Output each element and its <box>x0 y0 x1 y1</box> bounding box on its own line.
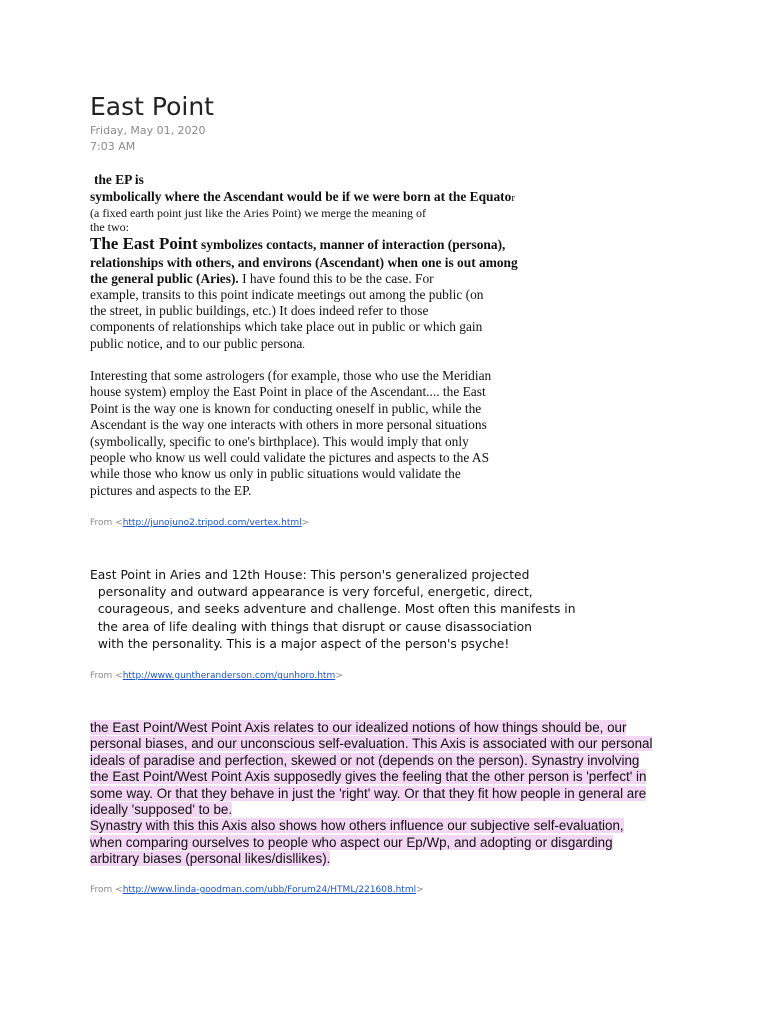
s4-line: ideals of paradise and perfection, skewed or not (depends on the person). Synastry involving <box>90 752 640 768</box>
source-3-link[interactable]: http://www.linda-goodman.com/ubb/Forum24/HTML/221608.html <box>122 885 417 895</box>
s1-line-2: symbolically where the Ascendant would be if we were born at the Equator <box>90 189 515 204</box>
s1-line-6: relationships with others, and environs (Ascendant) when one is out among <box>90 255 518 270</box>
s1-line-4: the two: <box>90 220 129 234</box>
source-1-link[interactable]: http://junojuno2.tripod.com/vertex.html <box>122 518 302 528</box>
s2-line: (symbolically, specific to one's birthplace). This would imply that only <box>90 433 469 449</box>
note-date: Friday, May 01, 2020 <box>90 124 206 137</box>
s1-line-8: example, transits to this point indicate meetings out among the public (on <box>90 287 484 302</box>
page-title: East Point <box>90 92 214 121</box>
s4-line: Synastry with this this Axis also shows how others influence our subjective self-evaluation, <box>90 818 624 834</box>
s3-line: personality and outward appearance is very forceful, energetic, direct, <box>90 585 533 600</box>
s2-paragraph <box>90 368 491 499</box>
s2-line: pictures and aspects to the EP. <box>90 482 252 498</box>
s2-line: Ascendant is the way one interacts with others in more personal situations <box>90 417 487 433</box>
s3-line: East Point in Aries and 12th House: This person's generalized projected <box>90 568 530 582</box>
s4-line: the East Point/West Point Axis supposedly gives the feeling that the other person is 'perfect' in <box>90 769 647 785</box>
s4-line: arbitrary biases (personal likes/disllikes). <box>90 851 331 867</box>
source-3: From <http://www.linda-goodman.com/ubb/Forum24/HTML/221608.html> <box>90 885 424 895</box>
s4-line: when comparing ourselves to people who aspect our Ep/Wp, and adopting or disgarding <box>90 834 613 850</box>
s1-line-9: the street, in public buildings, etc.) It does indeed refer to those <box>90 303 429 318</box>
s1-line-1: the EP is <box>94 172 144 187</box>
s4-paragraph <box>90 720 652 868</box>
s2-line: Interesting that some astrologers (for example, those who use the Meridian <box>90 368 492 383</box>
source-2: From <http://www.guntheranderson.com/gunhoro.htm> <box>90 671 343 681</box>
s1-line-10: components of relationships which take place out in public or which gain <box>90 319 483 334</box>
s2-line: Point is the way one is known for conducting oneself in public, while the <box>90 400 482 416</box>
s4-line: some way. Or that they behave in just the 'right' way. Or that they fit how people in general are <box>90 785 647 801</box>
s1-line-3: (a fixed earth point just like the Aries Point) we merge the meaning of <box>90 206 427 220</box>
source-2-link[interactable]: http://www.guntheranderson.com/gunhoro.htm <box>122 671 336 681</box>
s4-line: ideally 'supposed' to be. <box>90 802 233 818</box>
s4-line: the East Point/West Point Axis relates to our idealized notions of how things should be, our <box>90 720 627 735</box>
s1-line-5: The East Point symbolizes contacts, manner of interaction (persona), <box>90 234 506 253</box>
s3-line: courageous, and seeks adventure and challenge. Most often this manifests in <box>90 602 576 617</box>
s4-line: personal biases, and our unconscious self-evaluation. This Axis is associated with our personal <box>90 736 653 752</box>
s1-line-7: the general public (Aries). I have found this to be the case. For <box>90 271 434 286</box>
s3-line: the area of life dealing with things that disrupt or cause disassociation <box>90 619 532 634</box>
note-time: 7:03 AM <box>90 140 136 153</box>
s1-line-11: public notice, and to our public persona. <box>90 336 305 351</box>
s2-line: while those who know us only in public situations would validate the <box>90 466 461 482</box>
s2-line: people who know us well could validate the pictures and aspects to the AS <box>90 450 490 466</box>
s3-line: with the personality. This is a major aspect of the person's psyche! <box>90 636 510 651</box>
source-1: From <http://junojuno2.tripod.com/vertex.html> <box>90 518 310 528</box>
s3-paragraph <box>90 567 576 653</box>
s2-line: house system) employ the East Point in place of the Ascendant.... the East <box>90 384 486 400</box>
